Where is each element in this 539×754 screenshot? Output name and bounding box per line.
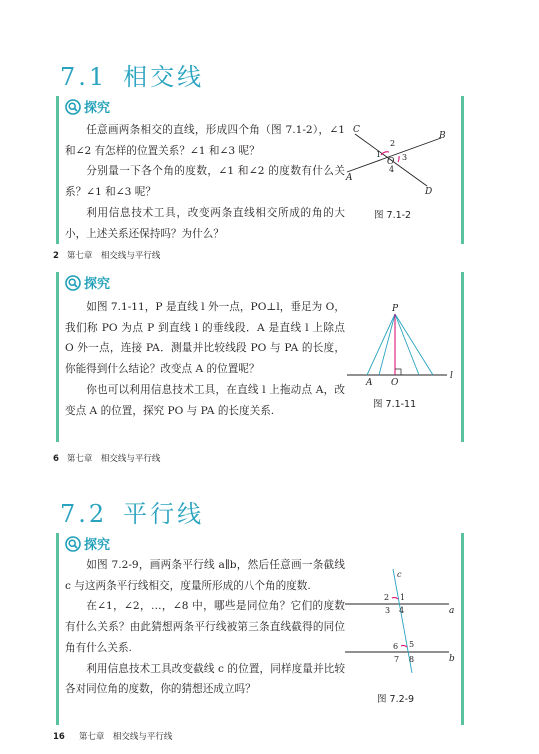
- page-number: 6: [53, 454, 59, 464]
- paragraph: 你也可以利用信息技术工具，在直线 l 上拖动点 A，改变点 A 的位置，探究 PO 与 PA 的长度关系.: [65, 383, 345, 417]
- angle-3: 3: [385, 606, 391, 615]
- section-title: 相交线: [123, 63, 205, 91]
- explore-text: [65, 297, 345, 421]
- angle-5: 5: [409, 640, 415, 649]
- chapter-title: 第七章 相交线与平行线: [66, 251, 161, 261]
- paragraph: 任意画两条相交的直线，形成四个角（图 7.1-2），∠1 和∠2 有怎样的位置关系？∠1 和∠3 呢？: [65, 124, 345, 157]
- angle-3: 3: [402, 153, 408, 162]
- section-title: 平行线: [123, 500, 205, 528]
- paragraph: 分别量一下各个角的度数，∠1 和∠2 的度数有什么关系？∠1 和∠3 呢？: [65, 165, 345, 199]
- explore-label: 探究: [65, 97, 110, 116]
- paragraph: 利用信息技术工具改变截线 c 的位置，同样度量并比较各对同位角的度数，你的猜想还成立吗？: [65, 662, 345, 696]
- section-heading-7-1: [60, 57, 204, 92]
- label-O: O: [391, 378, 399, 387]
- explore-label: 探究: [65, 273, 110, 292]
- figure-caption: 图 7.1-2: [374, 210, 412, 221]
- label-O: O: [387, 157, 395, 167]
- label-D: D: [425, 187, 433, 197]
- label-c: c: [397, 570, 402, 579]
- page-footer: [53, 730, 172, 742]
- label-b: b: [449, 654, 455, 664]
- angle-1: 1: [376, 150, 382, 159]
- paragraph: 如图 7.1-11，P 是直线 l 外一点，PO⊥l，垂足为 O，我们称 PO 为点 P 到直线 l 的垂线段．A 是直线 l 上除点 O 外一点，连接 PA．测量并比较线段 PO 与 PA 的长度，你能得到什么结论？改变点 A 的位置呢？: [65, 301, 345, 376]
- figure-caption: 图 7.2-9: [377, 694, 415, 705]
- magnifier-icon: [65, 275, 81, 291]
- explore-text: [65, 555, 345, 700]
- magnifier-icon: [65, 536, 81, 552]
- angle-4: 4: [389, 165, 395, 174]
- explore-box-3: [56, 533, 464, 725]
- label-A: A: [346, 173, 353, 183]
- chapter-title: 第七章 相交线与平行线: [78, 732, 173, 742]
- angle-6: 6: [393, 642, 399, 651]
- paragraph: 如图 7.2-9，画两条平行线 a∥b，然后任意画一条截线 c 与这两条平行线相交，度量所形成的八个角的度数.: [65, 559, 345, 592]
- angle-1: 1: [400, 593, 406, 602]
- page-number: 16: [53, 732, 65, 742]
- section-number: 7.2: [60, 500, 108, 528]
- section-heading-7-2: [60, 494, 204, 529]
- magnifier-icon: [65, 99, 81, 115]
- explore-box-1: [56, 96, 464, 244]
- label-a: a: [449, 606, 455, 616]
- angle-4: 4: [399, 606, 405, 615]
- label-B: B: [439, 131, 446, 141]
- figure-7-1-11: [343, 302, 463, 387]
- explore-label: 探究: [65, 534, 110, 553]
- section-number: 7.1: [60, 63, 108, 91]
- page-footer: [53, 452, 160, 464]
- angle-7: 7: [394, 655, 400, 664]
- explore-box-2: [56, 272, 464, 442]
- label-A: A: [366, 378, 373, 387]
- page-footer: [53, 249, 160, 261]
- angle-8: 8: [409, 655, 415, 664]
- angle-2: 2: [384, 593, 390, 602]
- figure-7-2-9: [341, 567, 461, 677]
- figure-caption: 图 7.1-11: [373, 399, 417, 410]
- chapter-title: 第七章 相交线与平行线: [66, 454, 161, 464]
- figure-7-1-2: [343, 118, 458, 198]
- page-number: 2: [53, 251, 59, 261]
- paragraph: 利用信息技术工具，改变两条直线相交所成的角的大小，上述关系还保持吗？为什么？: [65, 206, 345, 240]
- explore-text: [65, 120, 345, 244]
- angle-2: 2: [390, 139, 396, 148]
- label-l: l: [450, 371, 453, 381]
- paragraph: 在∠1，∠2，…，∠8 中，哪些是同位角？它们的度数有什么关系？由此猜想两条平行线被第三条直线截得的同位角有什么关系.: [65, 600, 345, 654]
- label-P: P: [392, 304, 399, 314]
- label-C: C: [353, 125, 360, 135]
